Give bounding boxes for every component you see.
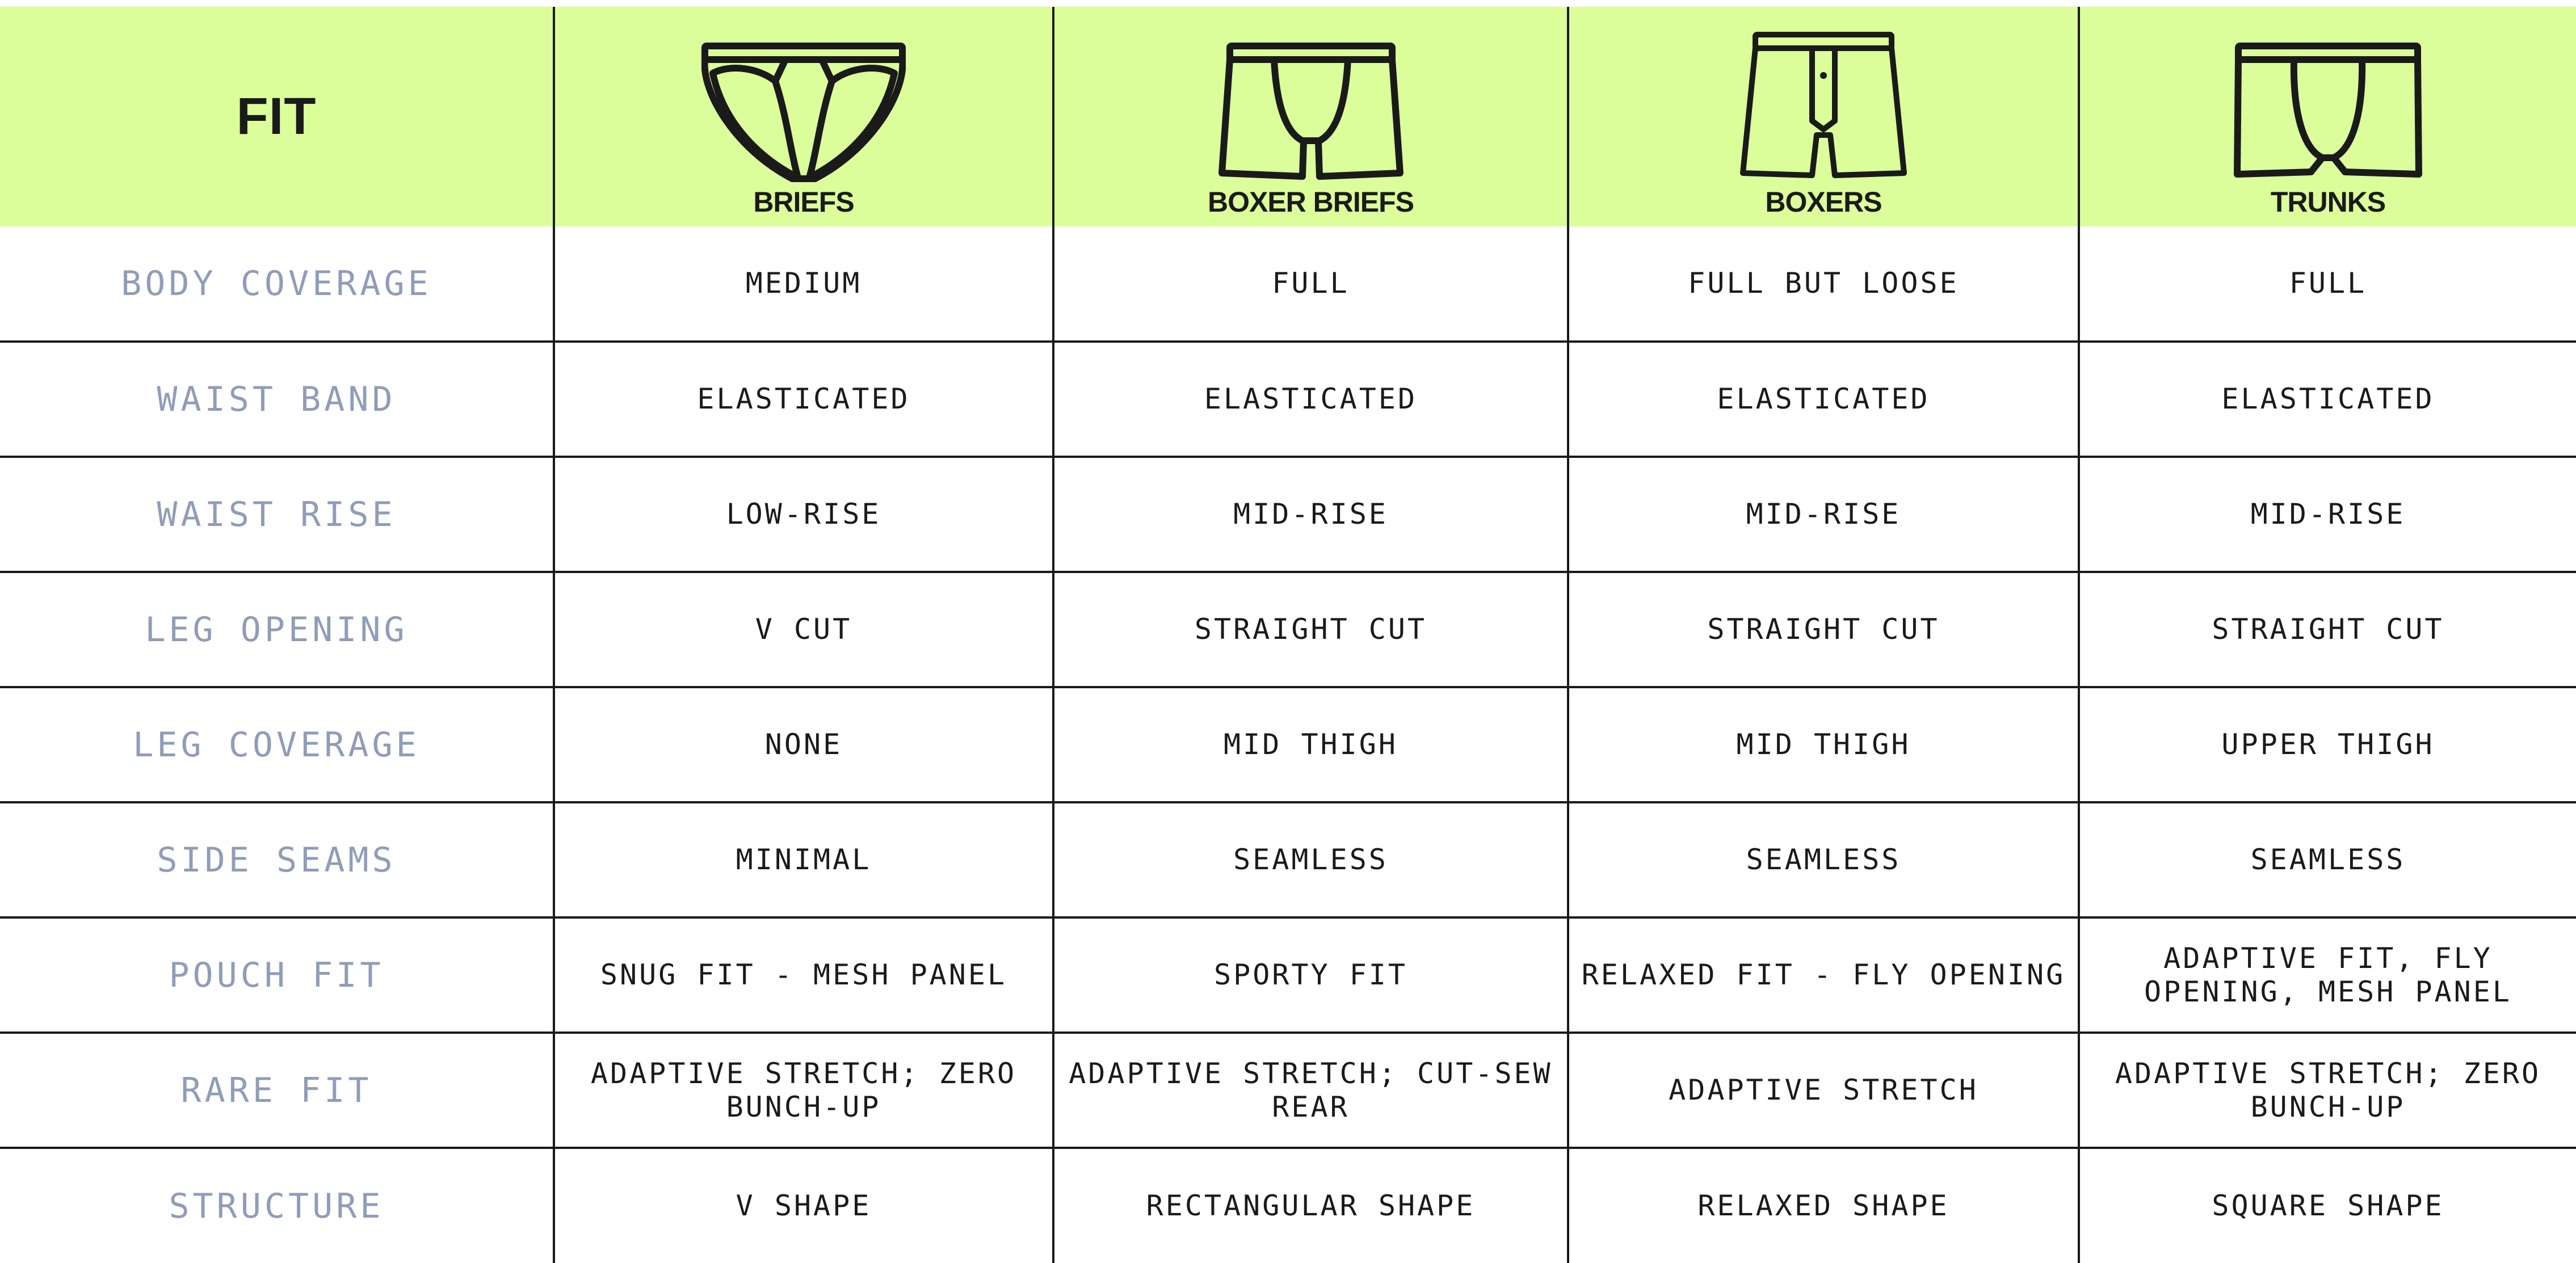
value-cell	[554, 802, 1053, 917]
row-label: LEG OPENING	[145, 609, 408, 650]
value-cell	[1053, 572, 1568, 687]
cell-value: MINIMAL	[736, 843, 872, 876]
value-cell	[2079, 572, 2576, 687]
row-label-cell	[0, 457, 554, 572]
cell-value: SNUG FIT - MESH PANEL	[600, 958, 1007, 991]
row-label: WAIST BAND	[157, 379, 396, 419]
value-cell	[1053, 226, 1568, 342]
table-row	[0, 342, 2576, 457]
cell-value: ADAPTIVE STRETCH; ZERO BUNCH-UP	[2115, 1056, 2541, 1123]
value-cell	[2079, 457, 2576, 572]
cell-value: MEDIUM	[745, 267, 862, 300]
table-row	[0, 572, 2576, 687]
fit-table	[0, 7, 2576, 1263]
cell-value: SEAMLESS	[1746, 843, 1901, 876]
cell-value: ADAPTIVE FIT, FLY OPENING, MESH PANEL	[2144, 941, 2512, 1008]
cell-value: SEAMLESS	[1233, 843, 1388, 876]
value-cell	[2079, 802, 2576, 917]
fit-heading: FIT	[236, 87, 317, 145]
table-row	[0, 1033, 2576, 1148]
value-cell	[2079, 917, 2576, 1033]
row-label: LEG COVERAGE	[133, 725, 420, 765]
cell-value: SPORTY FIT	[1213, 958, 1408, 991]
row-label-cell	[0, 342, 554, 457]
cell-value: FULL BUT LOOSE	[1688, 267, 1959, 300]
value-cell	[554, 342, 1053, 457]
briefs-label: BRIEFS	[753, 186, 854, 218]
fit-header-cell	[0, 7, 554, 226]
cell-value: SEAMLESS	[2250, 843, 2406, 876]
cell-value: MID-RISE	[1746, 498, 1901, 531]
cell-value: V SHAPE	[736, 1189, 872, 1222]
cell-value: ELASTICATED	[697, 382, 910, 415]
value-cell	[554, 1033, 1053, 1148]
row-label: BODY COVERAGE	[121, 263, 432, 304]
row-label-cell	[0, 917, 554, 1033]
value-cell	[1053, 1148, 1568, 1263]
row-label: WAIST RISE	[157, 494, 396, 534]
trunks-header-cell	[2079, 7, 2576, 226]
boxer-briefs-header-cell	[1053, 7, 1568, 226]
cell-value: ELASTICATED	[1717, 382, 1930, 415]
cell-value: STRAIGHT CUT	[1194, 613, 1427, 646]
briefs-header-cell	[554, 7, 1053, 226]
value-cell	[1053, 457, 1568, 572]
value-cell	[2079, 226, 2576, 342]
value-cell	[2079, 342, 2576, 457]
value-cell	[1053, 687, 1568, 802]
boxers-header-cell	[1568, 7, 2079, 226]
value-cell	[554, 1148, 1053, 1263]
row-label-cell	[0, 802, 554, 917]
row-label-cell	[0, 1033, 554, 1148]
value-cell	[1053, 1033, 1568, 1148]
row-label: POUCH FIT	[169, 955, 384, 995]
table-row	[0, 917, 2576, 1033]
value-cell	[2079, 687, 2576, 802]
value-cell	[1053, 917, 1568, 1033]
row-label-cell	[0, 1148, 554, 1263]
cell-value: RELAXED FIT - FLY OPENING	[1581, 958, 2066, 991]
value-cell	[554, 917, 1053, 1033]
cell-value: V CUT	[755, 613, 852, 646]
cell-value: FULL	[2289, 267, 2367, 300]
value-cell	[1568, 1148, 2079, 1263]
cell-value: MID THIGH	[1224, 728, 1398, 761]
cell-value: ADAPTIVE STRETCH	[1669, 1073, 1978, 1106]
header-row	[0, 7, 2576, 226]
value-cell	[554, 226, 1053, 342]
value-cell	[1568, 342, 2079, 457]
row-label-cell	[0, 687, 554, 802]
cell-value: UPPER THIGH	[2221, 728, 2435, 761]
value-cell	[1568, 572, 2079, 687]
value-cell	[1568, 457, 2079, 572]
cell-value: FULL	[1272, 267, 1350, 300]
table-row	[0, 802, 2576, 917]
trunks-icon	[2232, 41, 2424, 183]
table-row	[0, 1148, 2576, 1263]
trunks-label: TRUNKS	[2270, 186, 2386, 218]
table-row	[0, 687, 2576, 802]
table-row	[0, 226, 2576, 342]
cell-value: STRAIGHT CUT	[1707, 613, 1940, 646]
cell-value: SQUARE SHAPE	[2212, 1189, 2444, 1222]
cell-value: NONE	[764, 728, 843, 761]
value-cell	[1053, 342, 1568, 457]
value-cell	[1568, 917, 2079, 1033]
row-label: STRUCTURE	[169, 1186, 384, 1226]
cell-value: STRAIGHT CUT	[2212, 613, 2444, 646]
row-label-cell	[0, 572, 554, 687]
table-row	[0, 457, 2576, 572]
value-cell	[1568, 802, 2079, 917]
boxers-label: BOXERS	[1765, 186, 1882, 218]
cell-value: ADAPTIVE STRETCH; ZERO BUNCH-UP	[590, 1056, 1017, 1123]
value-cell	[554, 572, 1053, 687]
cell-value: RELAXED SHAPE	[1697, 1189, 1949, 1222]
value-cell	[1568, 1033, 2079, 1148]
top-margin	[0, 0, 2576, 7]
value-cell	[1053, 802, 1568, 917]
briefs-icon	[701, 41, 906, 183]
value-cell	[2079, 1033, 2576, 1148]
value-cell	[1568, 687, 2079, 802]
boxer-briefs-icon	[1217, 41, 1405, 183]
cell-value: MID-RISE	[2250, 498, 2406, 531]
cell-value: ELASTICATED	[1204, 382, 1418, 415]
value-cell	[2079, 1148, 2576, 1263]
cell-value: ADAPTIVE STRETCH; CUT-SEW REAR	[1069, 1056, 1553, 1123]
value-cell	[1568, 226, 2079, 342]
cell-value: ELASTICATED	[2221, 382, 2435, 415]
row-label-cell	[0, 226, 554, 342]
boxer-briefs-label: BOXER BRIEFS	[1207, 186, 1414, 218]
boxers-icon	[1738, 30, 1909, 183]
row-label: SIDE SEAMS	[157, 840, 396, 880]
cell-value: LOW-RISE	[726, 498, 881, 531]
cell-value: MID THIGH	[1736, 728, 1911, 761]
value-cell	[554, 457, 1053, 572]
row-label: RARE FIT	[180, 1070, 372, 1110]
cell-value: MID-RISE	[1233, 498, 1388, 531]
value-cell	[554, 687, 1053, 802]
cell-value: RECTANGULAR SHAPE	[1146, 1189, 1476, 1222]
